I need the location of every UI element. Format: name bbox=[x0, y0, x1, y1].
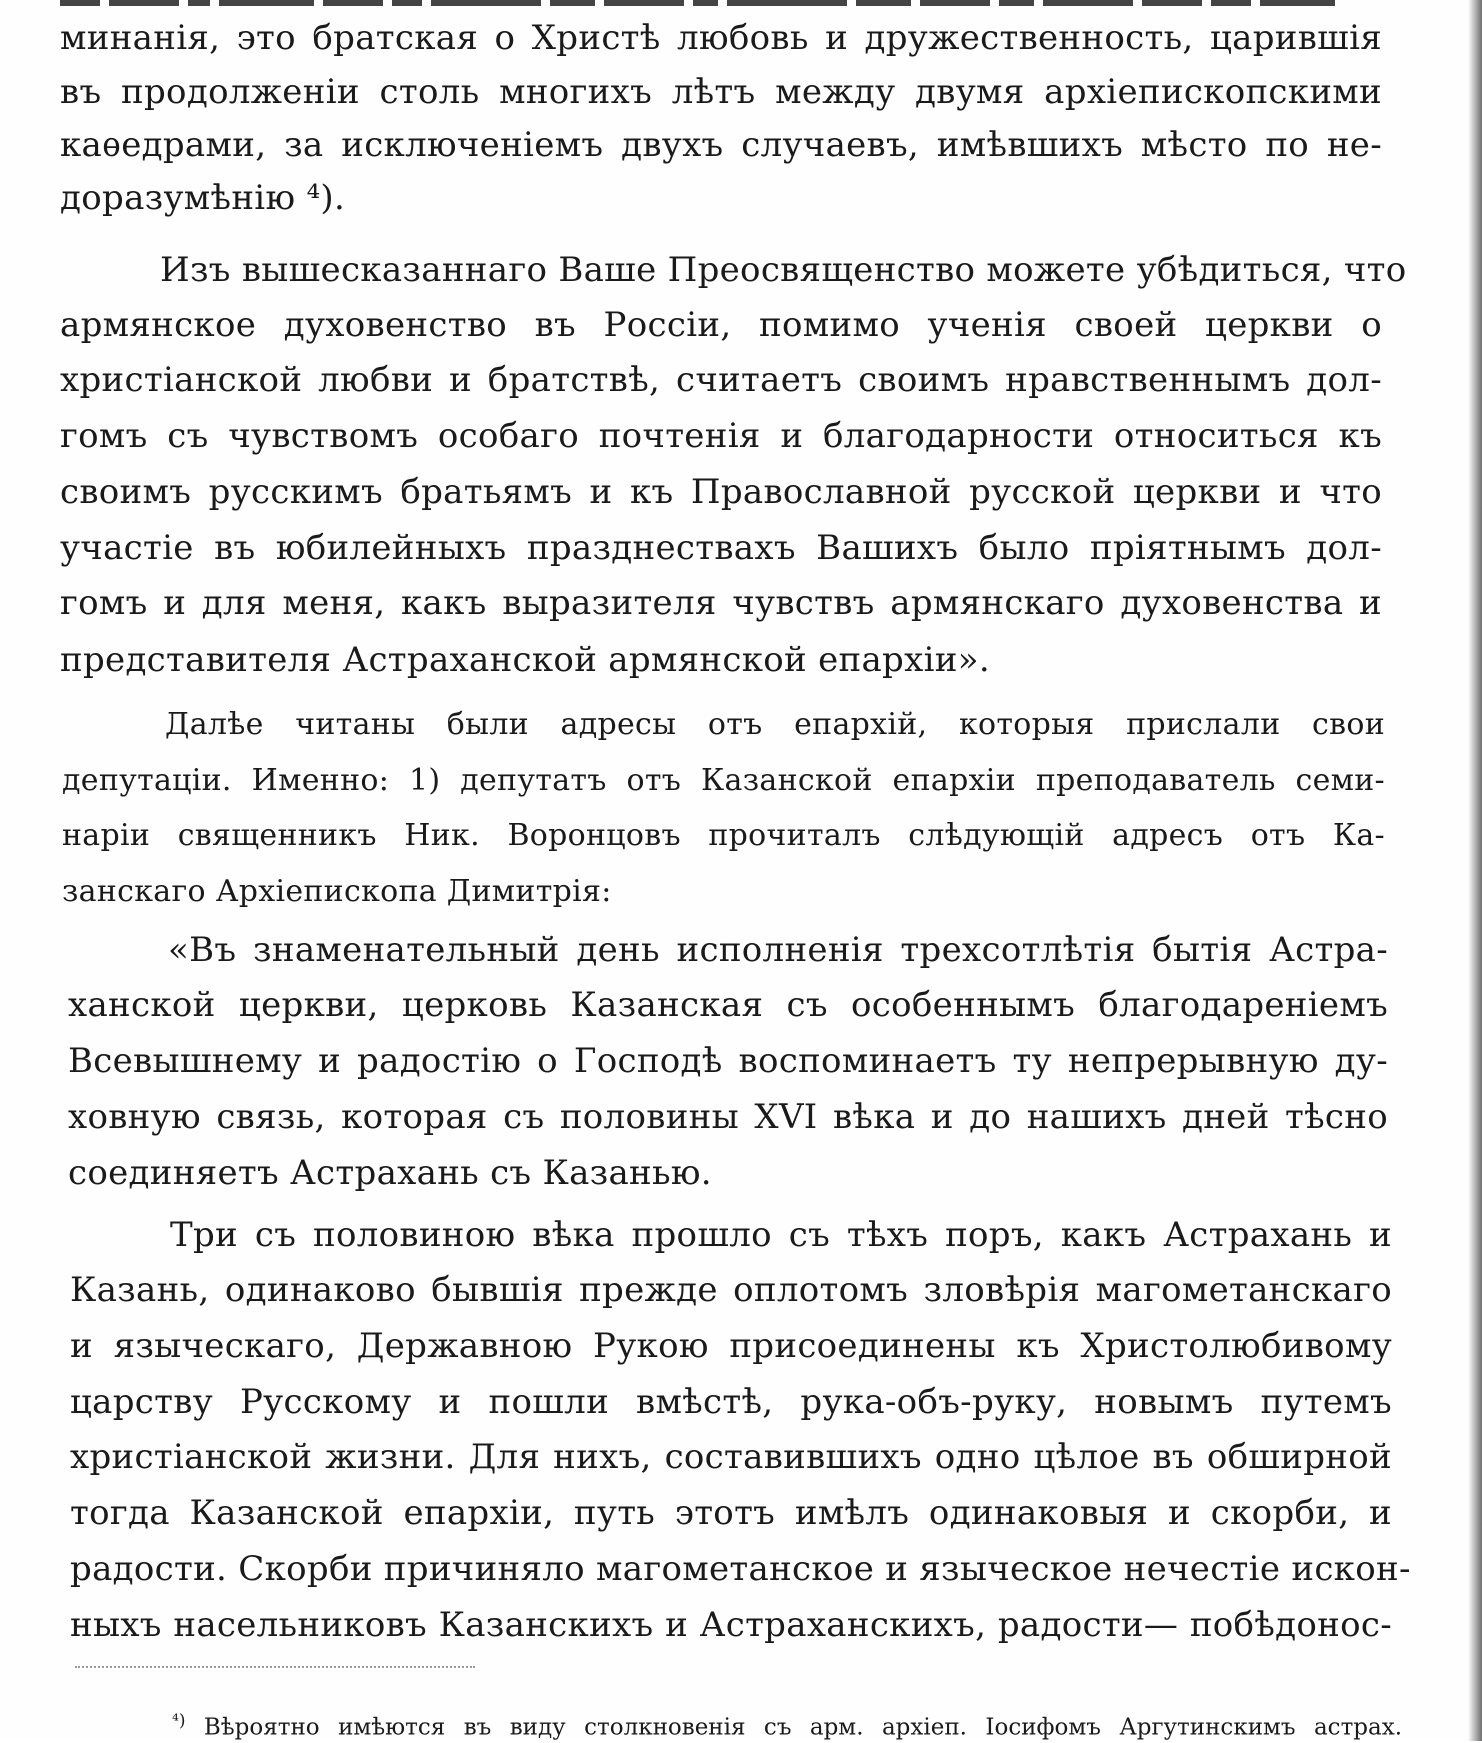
cut-glyph-fragment bbox=[1260, 0, 1335, 6]
text-line: участіе въ юбилейныхъ празднествахъ Вашихъ было пріятнымъ дол- bbox=[60, 528, 1382, 568]
text-line: минанія, это братская о Христѣ любовь и дружественность, царившія bbox=[60, 18, 1382, 58]
text-line: депутаціи. Именно: 1) депутатъ отъ Казанской епархіи преподаватель семи- bbox=[62, 763, 1385, 798]
footnote-marker: ⁴) bbox=[172, 1711, 186, 1731]
text-line: гомъ и для меня, какъ выразителя чувствъ армянскаго духовенства и bbox=[60, 583, 1382, 623]
cut-glyph-fragment bbox=[693, 0, 718, 6]
cut-glyph-fragment bbox=[604, 0, 684, 6]
text-line: ныхъ насельниковъ Казанскихъ и Астраханскихъ, радости— побѣдонос- bbox=[70, 1605, 1392, 1645]
cut-glyph-fragment bbox=[323, 0, 383, 6]
cut-glyph-fragment bbox=[999, 0, 1034, 6]
text-line: своимъ русскимъ братьямъ и къ Православной русской церкви и что bbox=[60, 472, 1382, 512]
cut-glyph-fragment bbox=[109, 0, 179, 6]
text-line: христіанской жизни. Для нихъ, составившихъ одно цѣлое въ обширной bbox=[70, 1437, 1392, 1477]
cut-off-top-line bbox=[60, 0, 1380, 8]
text-line: занскаго Архіепископа Димитрія: bbox=[62, 874, 612, 909]
page-edge-shadow bbox=[1468, 0, 1482, 1741]
cut-glyph-fragment bbox=[392, 0, 422, 6]
cut-glyph-fragment bbox=[60, 0, 100, 6]
cut-glyph-fragment bbox=[1043, 0, 1133, 6]
text-line: христіанской любви и братствѣ, считаетъ своимъ нравственнымъ дол- bbox=[60, 360, 1382, 400]
footnote bbox=[172, 1706, 1402, 1743]
cut-glyph-fragment bbox=[188, 0, 210, 6]
cut-glyph-fragment bbox=[219, 0, 314, 6]
cut-glyph-fragment bbox=[920, 0, 990, 6]
text-line: доразумѣнію ⁴). bbox=[60, 178, 346, 218]
footnote-separator bbox=[75, 1666, 475, 1670]
text-line: гомъ съ чувствомъ особаго почтенія и благодарности относиться къ bbox=[60, 416, 1382, 456]
cut-glyph-fragment bbox=[431, 0, 541, 6]
cut-glyph-fragment bbox=[550, 0, 595, 6]
text-line: «Въ знаменательный день исполненія трехсотлѣтія бытія Астра- bbox=[168, 930, 1388, 970]
text-line: Три съ половиною вѣка прошло съ тѣхъ поръ, какъ Астрахань и bbox=[170, 1215, 1392, 1255]
text-line: соединяетъ Астрахань съ Казанью. bbox=[68, 1153, 712, 1193]
text-line: Изъ вышесказаннаго Ваше Преосвященство можете убѣдиться, что bbox=[160, 250, 1407, 290]
text-line: и языческаго, Державною Рукою присоединены къ Христолюбивому bbox=[70, 1326, 1392, 1366]
text-line: ханской церкви, церковь Казанская съ особеннымъ благодареніемъ bbox=[68, 985, 1388, 1025]
text-line: Казань, одинаково бывшія прежде оплотомъ зловѣрія магометанскаго bbox=[70, 1270, 1392, 1310]
text-line: въ продолженіи столь многихъ лѣтъ между двумя архіепископскими bbox=[60, 72, 1382, 112]
text-line: ховную связь, которая съ половины XVI вѣка и до нашихъ дней тѣсно bbox=[68, 1097, 1388, 1137]
text-line: радости. Скорби причиняло магометанское и языческое нечестіе искон- bbox=[70, 1549, 1411, 1589]
cut-glyph-fragment bbox=[727, 0, 847, 6]
cut-glyph-fragment bbox=[1142, 0, 1202, 6]
text-line: каѳедрами, за исключеніемъ двухъ случаевъ, имѣвшихъ мѣсто по не- bbox=[60, 125, 1382, 165]
text-line: царству Русскому и пошли вмѣстѣ, рука-объ-руку, новымъ путемъ bbox=[70, 1382, 1392, 1422]
text-line: Далѣе читаны были адресы отъ епархій, которыя прислали свои bbox=[165, 707, 1385, 742]
footnote-text: Вѣроятно имѣются въ виду столкновенія съ арм. архіеп. Іосифомъ Аргутинскимъ астрах. bbox=[203, 1714, 1403, 1741]
text-line: наріи священникъ Ник. Воронцовъ прочиталъ слѣдующій адресъ отъ Ка- bbox=[62, 818, 1385, 853]
text-line: Всевышнему и радостію о Господѣ воспоминаетъ ту непрерывную ду- bbox=[68, 1041, 1388, 1081]
text-line: представителя Астраханской армянской епархіи». bbox=[60, 640, 990, 680]
cut-glyph-fragment bbox=[1211, 0, 1251, 6]
text-line: армянское духовенство въ Россіи, помимо ученія своей церкви о bbox=[60, 305, 1382, 345]
text-line: тогда Казанской епархіи, путь этотъ имѣлъ одинаковыя и скорби, и bbox=[70, 1493, 1392, 1533]
cut-glyph-fragment bbox=[856, 0, 911, 6]
